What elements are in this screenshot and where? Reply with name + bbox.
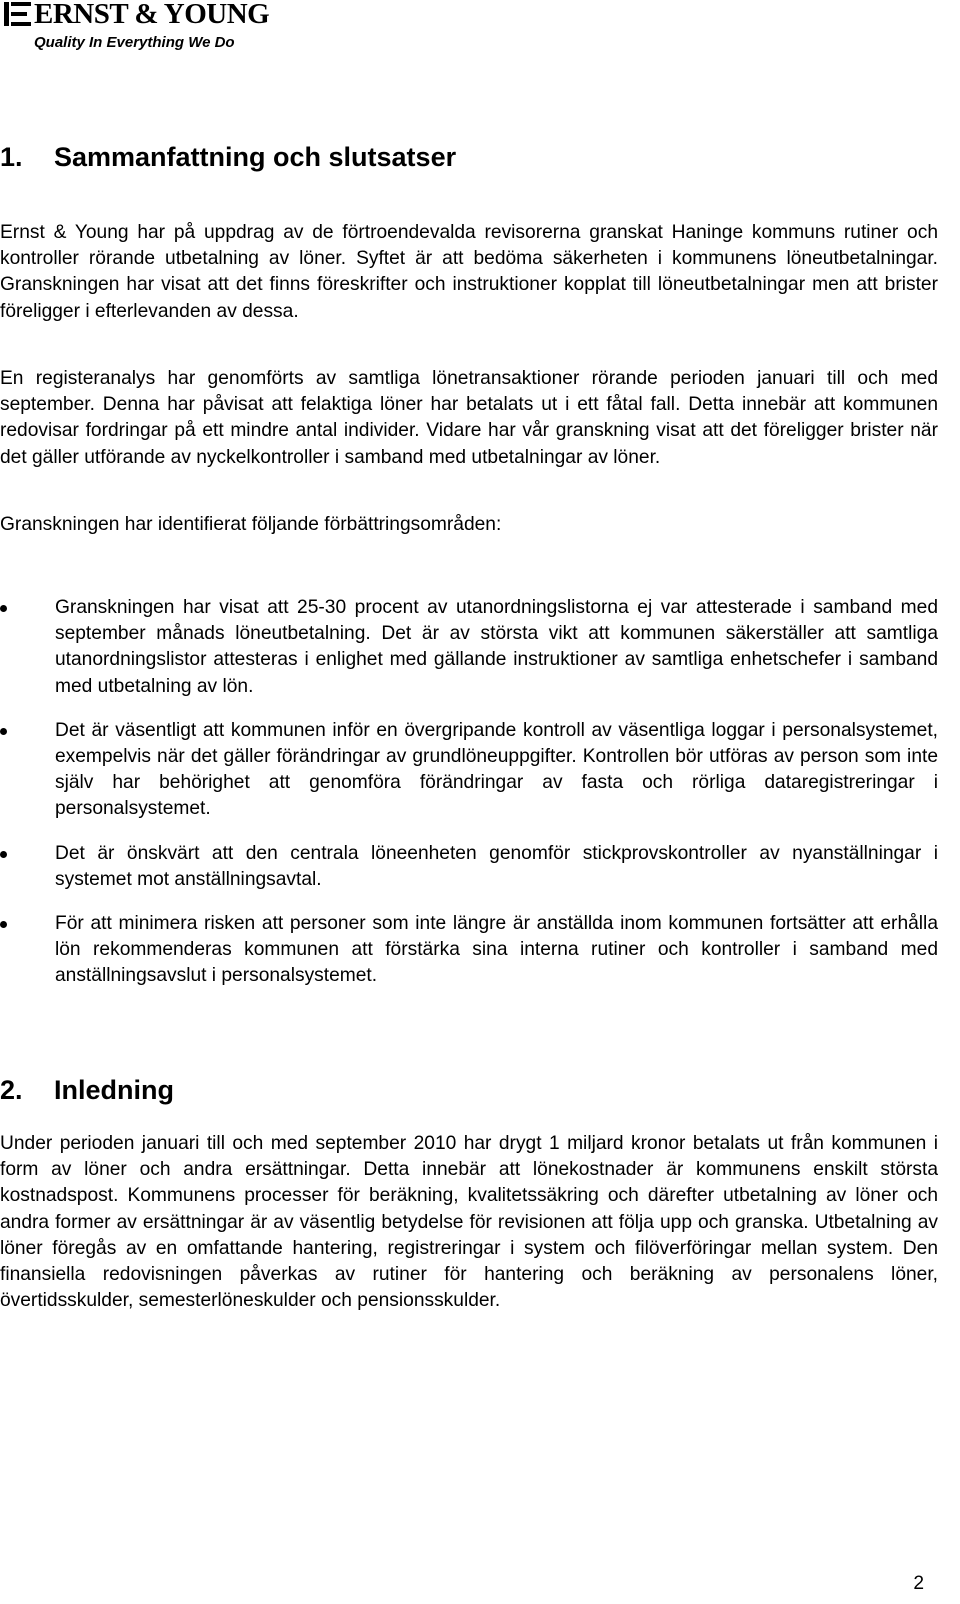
improvement-areas-list [0, 595, 938, 1008]
company-logo [4, 0, 270, 58]
section-1-heading [0, 140, 456, 174]
page-number: 2 [913, 1573, 924, 1594]
company-tagline: Quality In Everything We Do [34, 34, 235, 51]
bullet-icon [0, 728, 7, 735]
section-1-number: 1. [0, 142, 23, 172]
section-2-title: Inledning [54, 1075, 174, 1105]
introduction-paragraph: Under perioden januari till och med september 2010 har drygt 1 miljard kronor betalats ut från kommunen i form av löner och andra ersättningar. Detta innebär att lönekostnader är kommunens enskilt största kostnadspost. Kommunens processer för beräkning, kvalitetssäkring och därefter utbetalning av löner och andra former av ersättningar är av väsentlig betydelse för revisionen att följa upp och granska. Utbetalning av löner föregås av en omfattande hantering, registreringar i system och filöverföringar mellan system. Den finansiella redovisningen påverkas av rutiner för hantering och beräkning av personalens löner, övertidsskulder, semesterlöneskulder och pensionsskulder. [0, 1133, 938, 1312]
bullet-icon [0, 851, 7, 858]
section-2-heading [0, 1073, 174, 1107]
summary-paragraph-2: En registeranalys har genomförts av samtliga lönetransaktioner rörande perioden januari till och med september. Denna har påvisat att felaktiga löner har betalats ut i ett fåtal fall. Detta innebär att kommunen redovisar fordringar på ett mindre antal individer. Vidare har vår granskning visat att det föreligger brister när det gäller utförande av nyckelkontroller i samband med utbetalningar av löner. [0, 368, 938, 468]
bullet-icon [0, 605, 7, 612]
list-item [0, 841, 938, 893]
list-item-text: Granskningen har visat att 25-30 procent av utanordningslistorna ej var attesterade i samband med september månads löneutbetalning. Det är av största vikt att kommunen säkerställer att samtliga utanordningslistor attesteras i enlighet med gällande instruktioner av samtliga enhetschefer i samband med utbetalning av lön. [55, 597, 938, 697]
list-item [0, 911, 938, 990]
summary-paragraph-1: Ernst & Young har på uppdrag av de förtroendevalda revisorerna granskat Haninge kommuns rutiner och kontroller rörande utbetalning av löner. Syftet är att bedöma säkerheten i kommunens löneutbetalningar. Granskningen har visat att det finns föreskrifter och instruktioner kopplat till löneutbetalningar men att brister föreligger i efterlevanden av dessa. [0, 222, 938, 322]
improvement-areas-intro: Granskningen har identifierat följande förbättringsområden: [0, 514, 502, 535]
list-item-text: Det är väsentligt att kommunen inför en övergripande kontroll av väsentliga loggar i personalsystemet, exempelvis när det gäller förändringar av grundlöneuppgifter. Kontrollen bör utföras av person som inte själv har behörighet att genomföra förändringar av fasta och rörliga dataregistreringar i personalsystemet. [55, 719, 938, 820]
section-1-title: Sammanfattning och slutsatser [54, 142, 457, 172]
list-item-text: För att minimera risken att personer som inte längre är anställda inom kommunen fortsätter att erhålla lön rekommenderas kommunen att förstärka sina interna rutiner och kontroller i samband med anställningsavslut i personalsystemet. [55, 913, 938, 987]
list-item [0, 595, 938, 700]
list-item [0, 718, 938, 823]
ey-logo-mark-icon [4, 2, 32, 26]
bullet-icon [0, 921, 7, 928]
company-name: ERNST & YOUNG [34, 0, 270, 30]
section-2-number: 2. [0, 1075, 23, 1105]
list-item-text: Det är önskvärt att den centrala löneenheten genomför stickprovskontroller av nyanställningar i systemet mot anställningsavtal. [55, 842, 938, 890]
